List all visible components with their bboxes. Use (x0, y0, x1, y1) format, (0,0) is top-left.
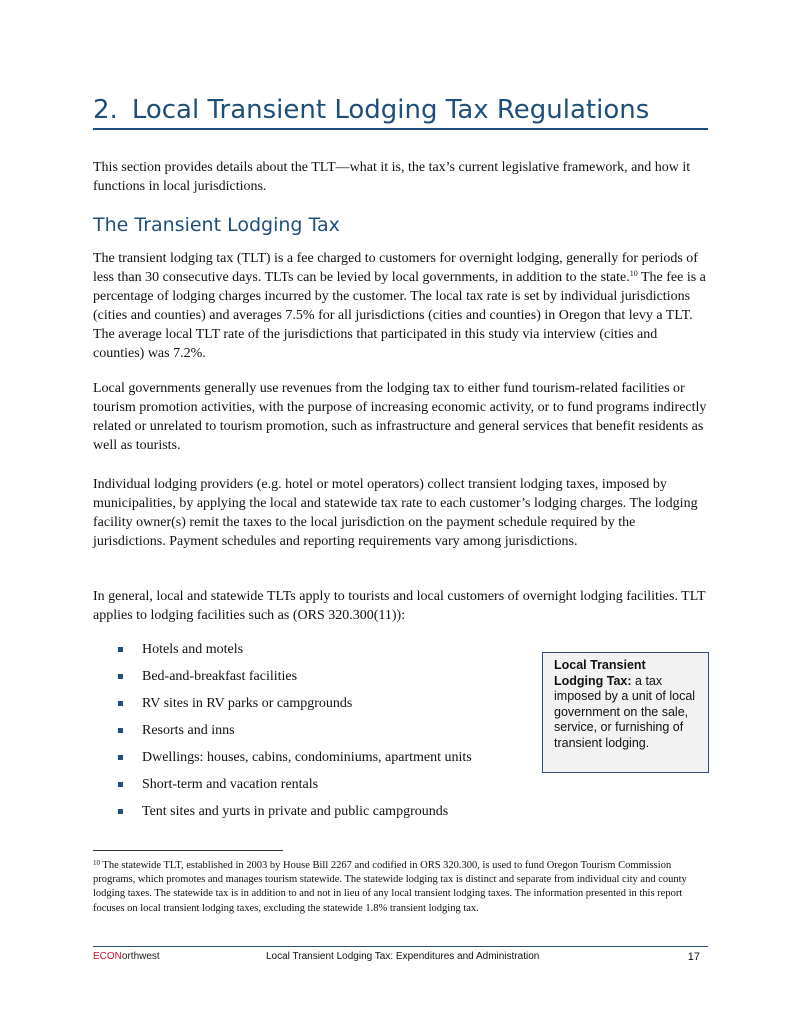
bullet-square-icon (118, 809, 123, 814)
callout-definition: a tax imposed by a unit of local government on the sale, service, or furnishing of transient lodging. (554, 673, 696, 750)
brand-suffix: orthwest (121, 951, 160, 962)
footnote-divider (93, 850, 283, 851)
lodging-facility-list (118, 640, 472, 829)
list-item-text: Short-term and vacation rentals (142, 777, 319, 792)
page-footer (93, 950, 708, 966)
page-number: 17 (687, 951, 700, 963)
brand-prefix: ECON (93, 951, 122, 962)
bullet-square-icon (118, 728, 123, 733)
footer-divider (93, 946, 708, 947)
paragraph-1-text-a: The transient lodging tax (TLT) is a fee charged to customers for overnight lodging, generally for periods of less than 30 consecutive days. TLTs can be levied by local governments, in addition to the state. (93, 251, 698, 285)
chapter-title-text: Local Transient Lodging Tax Regulations (131, 95, 650, 125)
paragraph-1-text-b: The fee is a percentage of lodging charges incurred by the customer. The local tax rate is set by individual jurisdictions (cities and counties) and averages 7.5% for all jurisdictions (cities and counties) in Oregon that levy a TLT. The average local TLT rate of the jurisdictions that participated in this study via interview (cities and counties) was 7.2%. (93, 270, 706, 361)
footnote-text: The statewide TLT, established in 2003 by House Bill 2267 and codified in ORS 320.300, is used to fund Oregon Tourism Commission programs, which promotes and manages tourism statewide. The statewide lodging tax is distinct and separate from individual city and county lodging taxes. The statewide tax is in addition to and not in lieu of any local transient lodging taxes. The information presented in this report focuses on local transient lodging taxes, excluding the statewide 1.8% transient lodging tax. (93, 860, 687, 914)
list-item (118, 667, 472, 694)
footnote-reference[interactable]: 10 (629, 269, 638, 278)
bullet-square-icon (118, 782, 123, 787)
chapter-title (93, 92, 708, 130)
list-item (118, 775, 472, 802)
list-item-text: Resorts and inns (142, 723, 235, 738)
footer-document-title: Local Transient Lodging Tax: Expenditures and Administration (266, 951, 540, 962)
list-item-text: Hotels and motels (142, 642, 244, 657)
paragraph-2: Local governments generally use revenues from the lodging tax to either fund tourism-related facilities or tourism promotion activities, with the purpose of increasing economic activity, or to fund programs indirectly related or unrelated to tourism promotion, such as infrastructure and general services that benefit residents as well as tourists. (93, 381, 707, 453)
bullet-square-icon (118, 647, 123, 652)
paragraph-3: Individual lodging providers (e.g. hotel or motel operators) collect transient lodging taxes, imposed by municipalities, by applying the local and statewide tax rate to each customer’s lodging charges. The lodging facility owner(s) remit the taxes to the local jurisdiction on the payment schedule required by the jurisdictions. Payment schedules and reporting requirements vary among jurisdictions. (93, 477, 698, 549)
list-item-text: Dwellings: houses, cabins, condominiums, apartment units (142, 750, 472, 765)
list-item-text: RV sites in RV parks or campgrounds (142, 696, 353, 711)
footer-brand (93, 950, 160, 964)
intro-paragraph: This section provides details about the TLT—what it is, the tax’s current legislative framework, and how it functions in local jurisdictions. (93, 160, 691, 194)
footnote-number: 10 (93, 859, 100, 867)
definition-callout-box (542, 652, 709, 773)
list-item-text: Tent sites and yurts in private and public campgrounds (142, 804, 449, 819)
callout-term: Local Transient Lodging Tax: (554, 658, 646, 688)
bullet-square-icon (118, 701, 123, 706)
list-item (118, 694, 472, 721)
paragraph-4: In general, local and statewide TLTs apply to tourists and local customers of overnight lodging facilities. TLT applies to lodging facilities such as (ORS 320.300(11)): (93, 589, 706, 623)
list-item (118, 640, 472, 667)
paragraph-1 (93, 249, 711, 363)
list-item-text: Bed-and-breakfast facilities (142, 669, 298, 684)
bullet-square-icon (118, 674, 123, 679)
list-item (118, 748, 472, 775)
chapter-number: 2. (93, 95, 118, 125)
footnote (93, 859, 713, 916)
section-heading: The Transient Lodging Tax (93, 214, 340, 236)
bullet-square-icon (118, 755, 123, 760)
list-item (118, 721, 472, 748)
list-item (118, 802, 472, 829)
